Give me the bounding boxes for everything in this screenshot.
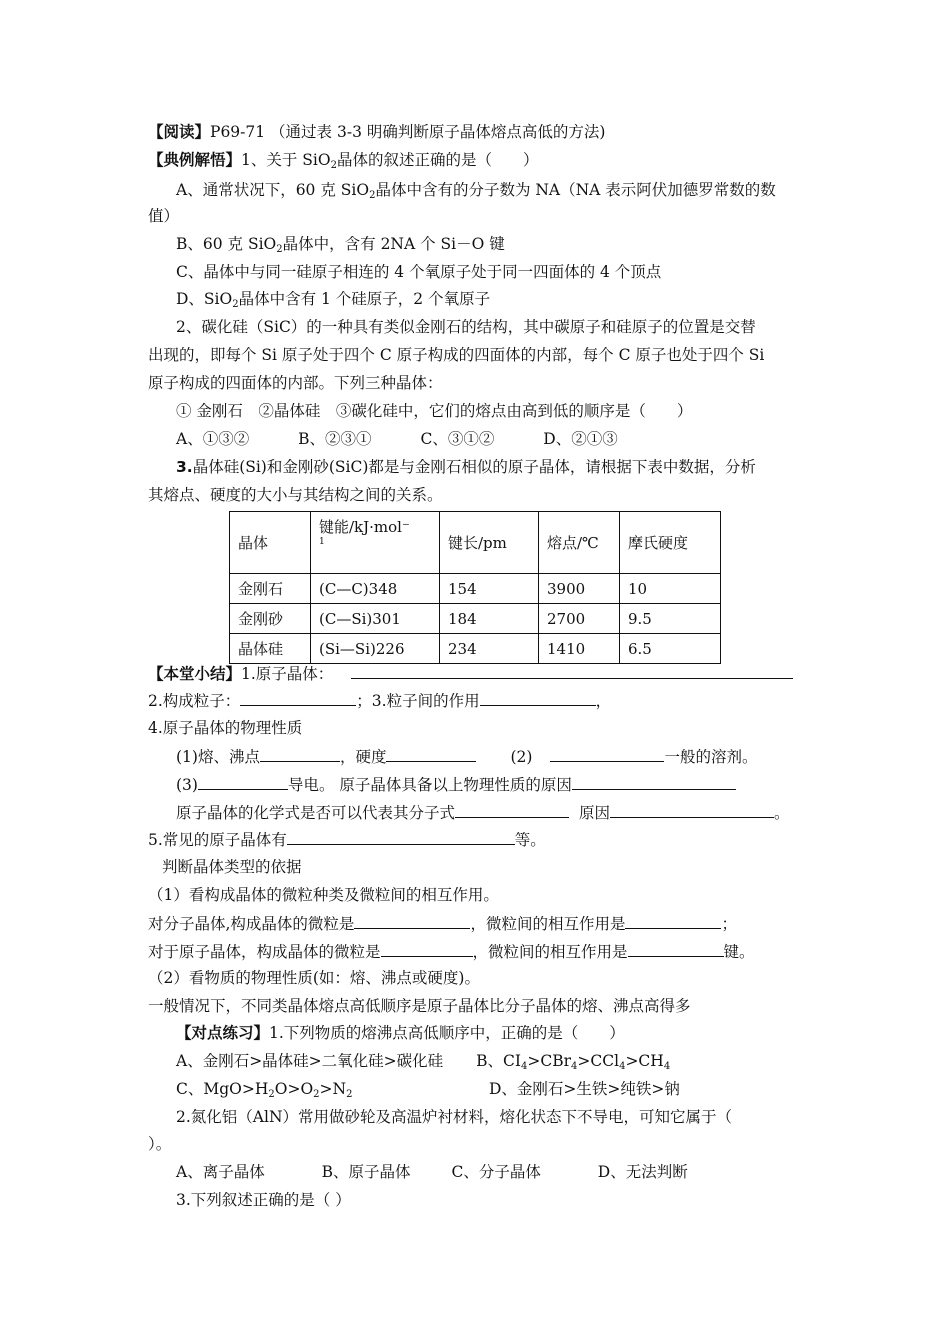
blank-line[interactable] — [480, 690, 596, 706]
q1-stem-text-2: 晶体的叙述正确的是（ ） — [336, 151, 539, 169]
blank-line[interactable] — [550, 746, 664, 762]
table-cell: 金刚石 — [230, 574, 311, 604]
blank-line[interactable] — [455, 802, 569, 818]
summary-p4-3 — [176, 774, 736, 795]
header-cell — [311, 512, 440, 574]
subscript: 4 — [619, 1061, 626, 1072]
option-c: C、分子晶体 — [451, 1163, 541, 1181]
example-tag: 【典例解悟】 — [148, 151, 242, 169]
table-cell: 10 — [620, 574, 721, 604]
practice-q2-2: ）。 — [148, 1135, 172, 1153]
text: 等。 — [514, 831, 546, 849]
example-q1-stem — [148, 150, 538, 176]
option-a: A、金刚石>晶体硅>二氧化硅>碳化硅 — [176, 1052, 444, 1070]
blank-line[interactable] — [625, 913, 721, 929]
table-row — [230, 634, 721, 664]
blank-line[interactable] — [610, 802, 774, 818]
text: (2) — [510, 748, 533, 766]
q2-line-4: ① 金刚石 ②晶体硅 ③碳化硅中，它们的熔点由高到低的顺序是（ ） — [176, 402, 693, 420]
header-cell: 键长/pm — [440, 512, 539, 574]
text: (1)熔、沸点 — [176, 748, 260, 766]
punct: ； — [721, 915, 737, 933]
text: O>O — [274, 1080, 314, 1098]
reading-text: P69-71 （通过表 3-3 明确判断原子晶体熔点高低的方法) — [210, 123, 606, 141]
punct: ， — [595, 692, 612, 710]
summary-p4-4 — [176, 802, 790, 823]
table-cell: 2700 — [539, 604, 620, 634]
practice-q1-d: D、金刚石>生铁>纯铁>钠 — [489, 1080, 680, 1098]
blank-line[interactable] — [628, 941, 724, 957]
q2-option-a: A、①③② — [176, 430, 250, 448]
table-cell: (Si—Si)226 — [311, 634, 440, 664]
option-text-2: 晶体中含有 1 个硅原子，2 个氧原子 — [238, 290, 491, 308]
text: 对于原子晶体，构成晶体的微粒是 — [148, 943, 381, 961]
text: ，硬度 — [339, 748, 387, 766]
summary-p3-text: ；3.粒子间的作用 — [356, 692, 480, 710]
table-cell: (C—Si)301 — [311, 604, 440, 634]
practice-q1-c — [176, 1079, 352, 1105]
table-cell: (C—C)348 — [311, 574, 440, 604]
q2-option-d: D、②①③ — [543, 430, 618, 448]
q1-stem-text: 1、关于 SiO — [241, 151, 331, 169]
blank-line[interactable] — [386, 746, 476, 762]
reading-tag: 【阅读】 — [148, 123, 211, 141]
blank-line[interactable] — [351, 663, 793, 679]
header-cell: 摩氏硬度 — [620, 512, 721, 574]
header-cell: 熔点/℃ — [539, 512, 620, 574]
text: B、CI — [476, 1052, 521, 1070]
practice-tag: 【对点练习】 — [176, 1024, 270, 1042]
blank-line[interactable] — [198, 774, 288, 790]
text: C、MgO>H — [176, 1080, 269, 1098]
summary-p2-text: 2.构成粒子： — [148, 692, 241, 710]
subscript: 4 — [663, 1061, 671, 1072]
judge-2 — [148, 913, 737, 934]
text: >N — [319, 1080, 347, 1098]
text: ，微粒间的相互作用是 — [470, 915, 626, 933]
q1-option-a-cont: 值） — [148, 207, 180, 225]
subscript: 2 — [346, 1089, 353, 1100]
text: 原子晶体的化学式是否可以代表其分子式 — [176, 804, 456, 822]
blank-line[interactable] — [260, 746, 340, 762]
text: 原因 — [579, 804, 611, 822]
practice-q1 — [176, 1023, 625, 1043]
summary-p1-text: 1.原子晶体： — [241, 665, 334, 683]
q3-number: 3. — [176, 458, 193, 476]
table-cell: 9.5 — [620, 604, 721, 634]
q1-option-a — [176, 180, 776, 206]
q3-line-2: 其熔点、硬度的大小与其结构之间的关系。 — [148, 486, 443, 504]
option-text-2: 晶体中含有的分子数为 NA（NA 表示阿伏加德罗常数的数 — [375, 181, 776, 199]
table-row — [230, 574, 721, 604]
practice-q3: 3.下列叙述正确的是（ ） — [176, 1191, 351, 1209]
judge-title: 判断晶体类型的依据 — [162, 858, 302, 876]
subscript: 2 — [276, 244, 283, 255]
q2-option-b: B、②③① — [298, 430, 372, 448]
header-cell: 晶体 — [230, 512, 311, 574]
text: 一般的溶剂。 — [664, 748, 758, 766]
text: 1.下列物质的熔沸点高低顺序中，正确的是（ ） — [269, 1024, 625, 1042]
text: >CH — [625, 1052, 664, 1070]
q2-line-3: 原子构成的四面体的内部。下列三种晶体： — [148, 374, 443, 392]
subscript: 4 — [520, 1061, 528, 1072]
option-b: B、原子晶体 — [321, 1163, 411, 1181]
option-text: B、60 克 SiO — [176, 235, 277, 253]
subscript: 2 — [232, 299, 239, 310]
judge-5: 一般情况下，不同类晶体熔点高低顺序是原子晶体比分子晶体的熔、沸点高得多 — [148, 997, 691, 1015]
option-d: D、无法判断 — [597, 1163, 688, 1181]
q1-option-b — [176, 234, 505, 260]
subscript: 2 — [330, 160, 337, 171]
subscript: 4 — [571, 1061, 578, 1072]
text: 键。 — [723, 943, 755, 961]
header-text: 键能/kJ·mol⁻ — [319, 518, 410, 536]
text: 对分子晶体,构成晶体的微粒是 — [148, 915, 355, 933]
crystal-table — [229, 511, 721, 664]
q2-option-c: C、③①② — [420, 430, 495, 448]
punct: 。 — [774, 804, 790, 822]
table-cell: 3900 — [539, 574, 620, 604]
text: 5.常见的原子晶体有 — [148, 831, 287, 849]
option-a: A、离子晶体 — [176, 1163, 265, 1181]
q2-options — [176, 429, 618, 449]
summary-p1 — [148, 663, 793, 684]
q3-text: 晶体硅(Si)和金刚砂(SiC)都是与金刚石相似的原子晶体，请根据下表中数据，分析 — [192, 458, 756, 476]
practice-q2-1: 2.氮化铝（AlN）常用做砂轮及高温炉衬材料，熔化状态下不导电，可知它属于（ — [176, 1108, 733, 1126]
table-header-row — [230, 512, 721, 574]
text: 导电。 原子晶体具备以上物理性质的原因 — [287, 776, 572, 794]
summary-p4-1 — [176, 746, 757, 767]
table-cell: 154 — [440, 574, 539, 604]
table-cell: 1410 — [539, 634, 620, 664]
text: ，微粒间的相互作用是 — [472, 943, 628, 961]
blank-line[interactable] — [354, 913, 470, 929]
header-note: 1 — [319, 537, 325, 547]
reading-line — [148, 122, 605, 142]
q2-line-1: 2、碳化硅（SiC）的一种具有类似金刚石的结构，其中碳原子和硅原子的位置是交替 — [176, 318, 756, 336]
judge-3 — [148, 941, 755, 962]
table-cell: 184 — [440, 604, 539, 634]
option-text-2: 晶体中，含有 2NA 个 Si－O 键 — [282, 235, 505, 253]
summary-p2 — [148, 690, 611, 711]
option-text: A、通常状况下，60 克 SiO — [176, 181, 370, 199]
practice-q1-ab — [176, 1051, 670, 1077]
table-cell: 金刚砂 — [230, 604, 311, 634]
q1-option-d — [176, 289, 490, 315]
judge-4: （2）看物质的物理性质(如：熔、沸点或硬度)。 — [148, 969, 480, 987]
text: >CCl — [577, 1052, 620, 1070]
subscript: 2 — [369, 190, 376, 201]
table-cell: 晶体硅 — [230, 634, 311, 664]
subscript: 2 — [268, 1089, 275, 1100]
q1-option-c: C、晶体中与同一硅原子相连的 4 个氧原子处于同一四面体的 4 个顶点 — [176, 263, 662, 281]
summary-tag: 【本堂小结】 — [148, 665, 242, 683]
table-cell: 234 — [440, 634, 539, 664]
subscript: 2 — [313, 1089, 320, 1100]
option-b — [476, 1052, 670, 1070]
blank-line[interactable] — [287, 829, 515, 845]
table-cell: 6.5 — [620, 634, 721, 664]
summary-p5 — [148, 829, 546, 850]
text: >CBr — [527, 1052, 572, 1070]
q3-line-1 — [176, 457, 756, 477]
q2-line-2: 出现的，即每个 Si 原子处于四个 C 原子构成的四面体的内部，每个 C 原子也处于四个 Si — [148, 346, 765, 364]
option-text: D、SiO — [176, 290, 233, 308]
practice-q2-options — [176, 1162, 688, 1182]
judge-1: （1）看构成晶体的微粒种类及微粒间的相互作用。 — [148, 886, 499, 904]
blank-line[interactable] — [381, 941, 473, 957]
table-row — [230, 604, 721, 634]
blank-line[interactable] — [572, 774, 736, 790]
text: (3) — [176, 776, 198, 794]
blank-line[interactable] — [240, 690, 356, 706]
summary-p4: 4.原子晶体的物理性质 — [148, 719, 303, 737]
